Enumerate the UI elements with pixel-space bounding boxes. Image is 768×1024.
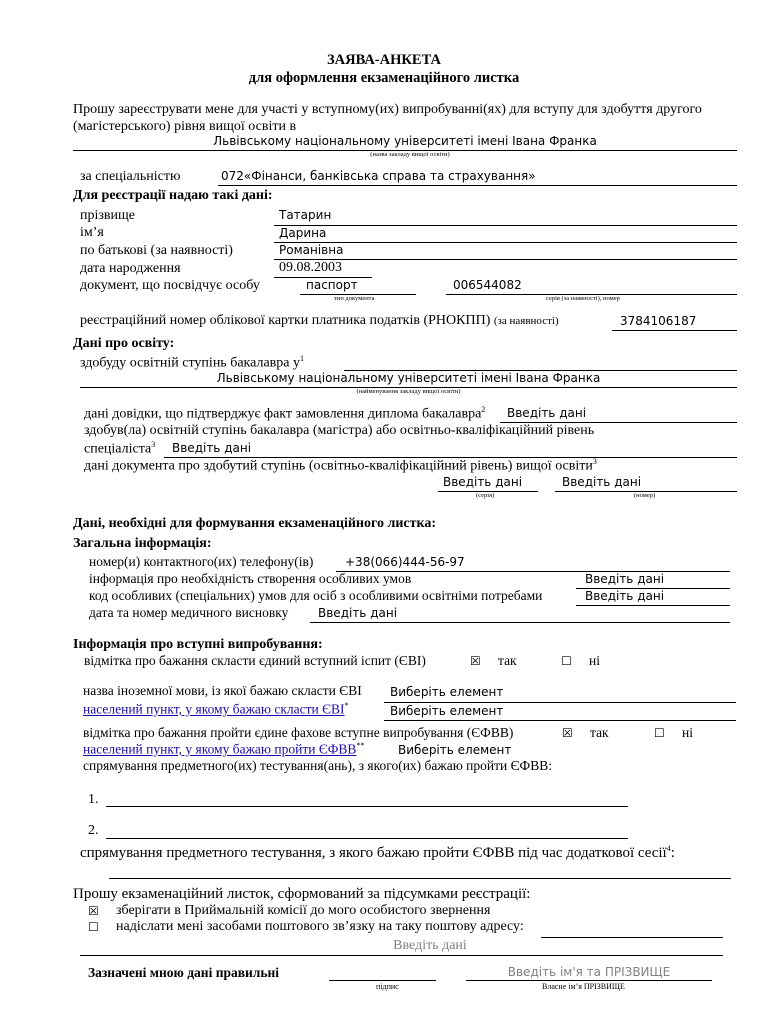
patronymic-field[interactable]: Романівна: [279, 243, 344, 257]
efvv-label: відмітка про бажання пройти єдине фахове вступне випробування (ЄФВВ): [83, 725, 514, 740]
direction-label: спрямування предметного(их) тестування(ань), з якого(их) бажаю пройти ЄФВВ:: [83, 758, 552, 773]
delivery-heading: Прошу екзаменаційний листок, сформований за підсумками реєстрації:: [73, 886, 531, 902]
full-name-caption: Власне ім’я ПРІЗВИЩЕ: [542, 982, 625, 991]
language-underline: [384, 702, 736, 703]
patronymic-label: по батькові (за наявності): [80, 243, 233, 258]
signature-line[interactable]: [329, 980, 436, 981]
special-code-underline: [576, 605, 730, 606]
higher-edu-doc-label: дані документа про здобутий ступінь (освітньо-кваліфікаційний рівень) вищої освіти$^3$: [84, 457, 597, 474]
efvv-city-label[interactable]: населений пункт, у якому бажаю пройти ЄФВВ**: [83, 741, 365, 757]
tax-underline: [612, 330, 737, 331]
keep-label: зберігати в Приймальній комісії до мого особистого звернення: [116, 903, 491, 918]
direction-item-1-field[interactable]: [106, 806, 628, 807]
efvv-city-select[interactable]: Виберіть елемент: [398, 743, 512, 757]
obtained-label-1: здобув(ла) освітній ступінь бакалавра (магістра) або освітньо-кваліфікаційний рівень: [84, 423, 595, 438]
obtained-field[interactable]: Введіть дані: [172, 441, 252, 455]
diploma-order-field[interactable]: Введіть дані: [507, 406, 587, 420]
special-conditions-field[interactable]: Введіть дані: [585, 572, 665, 586]
specialty-label: за спеціальністю: [80, 169, 181, 184]
education-heading: Дані про освіту:: [73, 336, 175, 351]
surname-field[interactable]: Татарин: [279, 208, 332, 222]
full-name-underline: [466, 980, 712, 981]
evi-no-checkbox[interactable]: ☐: [561, 654, 572, 668]
general-info-heading: Загальна інформація:: [73, 536, 212, 551]
surname-underline: [274, 225, 737, 226]
doc-number-caption: серія (за наявності), номер: [546, 295, 620, 302]
phone-field[interactable]: +38(066)444-56-97: [345, 555, 465, 569]
keep-checkbox[interactable]: ☒: [88, 904, 99, 918]
patronymic-underline: [274, 259, 737, 260]
efvv-yes-label: так: [590, 725, 609, 740]
direction-item-2-field[interactable]: [106, 838, 628, 839]
efvv-city-link[interactable]: населений пункт, у якому бажаю пройти ЄФВВ: [83, 741, 357, 757]
medical-field[interactable]: Введіть дані: [318, 606, 398, 620]
special-code-field[interactable]: Введіть дані: [585, 589, 665, 603]
evi-yes-checkbox[interactable]: ☒: [470, 654, 481, 668]
doc-label: документ, що посвідчує особу: [80, 278, 260, 293]
confirm-label: Зазначені мною дані правильні: [88, 965, 280, 980]
efvv-no-checkbox[interactable]: ☐: [654, 726, 665, 740]
institution-field[interactable]: Львівському національному університеті імені Івана Франка: [213, 134, 597, 148]
exam-sheet-heading: Дані, необхідні для формування екзаменаційного листка:: [73, 516, 437, 531]
birth-field[interactable]: 09.08.2003: [279, 260, 342, 275]
form-title: ЗАЯВА-АНКЕТА: [326, 52, 441, 68]
language-label: назва іноземної мови, із якої бажаю скласти ЄВІ: [83, 683, 362, 698]
bachelor-label: здобуду освітній ступінь бакалавра $у^1$: [80, 354, 304, 371]
doc-type-caption: тип документа: [334, 295, 375, 302]
name-label: ім’я: [80, 225, 104, 240]
additional-session-field[interactable]: [109, 878, 731, 879]
evi-no-label: ні: [589, 653, 600, 668]
full-name-field[interactable]: Введіть ім'я та ПРІЗВИЩЕ: [507, 965, 671, 979]
higher-edu-doc-series-field[interactable]: Введіть дані: [443, 475, 523, 489]
intro-line-2: (магістерського) рівня вищої освіти в: [73, 119, 297, 134]
specialty-field[interactable]: 072«Фінанси, банківська справа та страхування»: [221, 169, 536, 183]
direction-item-1-number: 1.: [88, 792, 99, 807]
birth-label: дата народження: [80, 261, 181, 276]
mail-checkbox[interactable]: ☐: [88, 920, 99, 934]
intro-line-1: Прошу зареєструвати мене для участі у вступному(их) випробуванні(ях) для вступу для здобуття другого: [73, 102, 702, 117]
phone-label: номер(и) контактного(их) телефону(ів): [89, 554, 314, 569]
tax-field[interactable]: 3784106187: [620, 314, 697, 328]
form-subtitle: для оформлення екзаменаційного листка: [248, 70, 520, 86]
bachelor-institution-field[interactable]: Львівському національному університеті імені Івана Франка: [216, 371, 601, 385]
name-field[interactable]: Дарина: [279, 226, 327, 240]
mail-address-underline-2: [80, 955, 723, 956]
surname-label: прізвище: [80, 208, 136, 223]
direction-item-2-number: 2.: [88, 823, 99, 838]
obtained-label-2: спеціаліста$^3$: [84, 440, 156, 457]
diploma-order-label: дані довідки, що підтверджує факт замовлення диплома бакалавра$^2$: [84, 405, 486, 422]
evi-label: відмітка про бажання скласти єдиний вступний іспит (ЄВІ): [84, 653, 426, 668]
evi-city-label[interactable]: населений пункт, у якому бажаю скласти ЄВІ*: [83, 701, 349, 717]
institution-caption: (назва закладу вищої освіти): [370, 151, 450, 158]
doc-number-field[interactable]: 006544082: [453, 278, 522, 292]
bachelor-institution-caption: (найменування закладу вищої освіти): [356, 388, 461, 395]
efvv-no-label: ні: [682, 725, 693, 740]
tests-heading: Інформація про вступні випробування:: [73, 637, 323, 652]
number-caption: (номер): [634, 492, 656, 499]
evi-yes-label: так: [498, 653, 517, 668]
medical-label: дата та номер медичного висновку: [89, 605, 289, 620]
additional-session-label: спрямування предметного тестування, з якого бажаю пройти ЄФВВ під час додаткової сесії$^4$:: [80, 844, 675, 861]
signature-caption: підпис: [376, 982, 399, 991]
medical-underline: [310, 622, 730, 623]
registration-heading: Для реєстрації надаю такі дані:: [73, 188, 273, 203]
special-code-label: код особливих (спеціальних) умов для осіб з особливими освітніми потребами: [89, 588, 543, 603]
evi-city-select[interactable]: Виберіть елемент: [390, 704, 504, 718]
evi-city-underline: [384, 720, 736, 721]
specialty-underline: [218, 185, 737, 186]
doc-type-field[interactable]: паспорт: [306, 278, 358, 292]
higher-edu-doc-number-field[interactable]: Введіть дані: [562, 475, 642, 489]
special-conditions-label: інформація про необхідність створення особливих умов: [89, 571, 412, 586]
mail-address-field[interactable]: Введіть дані: [393, 938, 467, 953]
series-caption: (серія): [476, 492, 495, 499]
tax-label: реєстраційний номер облікової картки платника податків (РНОКПП) (за наявності): [80, 313, 559, 328]
language-select[interactable]: Виберіть елемент: [390, 685, 504, 699]
efvv-yes-checkbox[interactable]: ☒: [562, 726, 573, 740]
name-underline: [274, 242, 737, 243]
mail-label: надіслати мені засобами поштового зв’язку на таку поштову адресу:: [116, 919, 524, 934]
evi-city-link[interactable]: населений пункт, у якому бажаю скласти ЄВІ: [83, 701, 345, 717]
